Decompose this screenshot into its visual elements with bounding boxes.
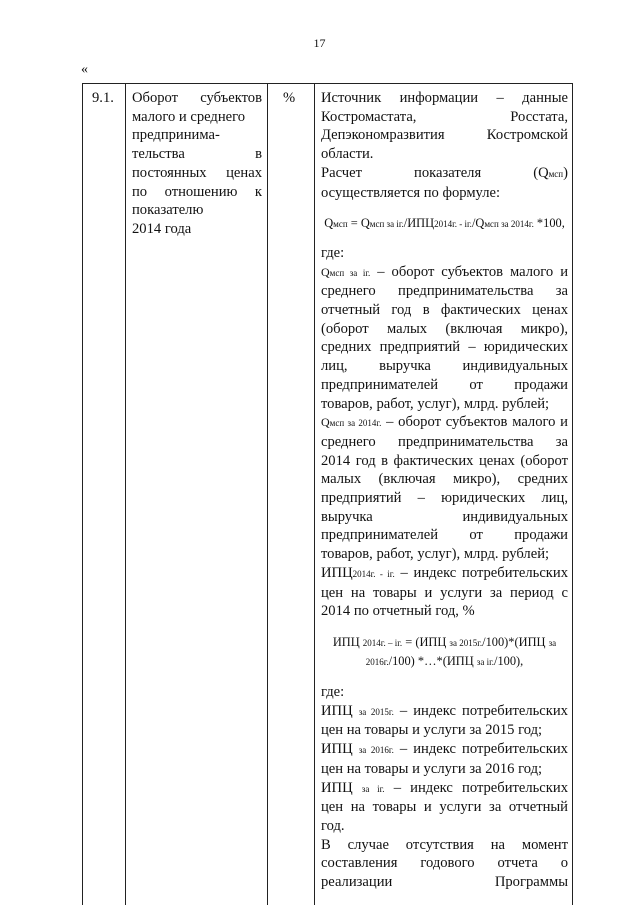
final-line: В случае отсутствия на момент xyxy=(321,836,568,853)
source-line: Источник информации – данные xyxy=(321,90,568,106)
indicator-table xyxy=(82,83,573,905)
definition-line: ИПЦ за iг. – индекс потребительских xyxy=(321,779,568,796)
definition-line: ИПЦ за 2016г. – индекс потребительских xyxy=(321,741,568,758)
formula-main: Qмсп = Qмсп за iг./ИПЦ2014г. - iг./Qмсп за 2014г. *100, xyxy=(324,216,565,231)
name-line: малого и среднего xyxy=(132,108,246,125)
name-line: Оборот субъектов xyxy=(132,90,262,106)
where-label: где: xyxy=(321,244,345,261)
unit-of-measure: % xyxy=(283,90,296,106)
definition-line: год. xyxy=(321,817,345,834)
definition-line: цен на товары и услуги за отчетный xyxy=(321,799,568,816)
column-divider xyxy=(314,84,315,905)
definition-line: цен на товары и услуги за период с xyxy=(321,584,568,601)
definition-line: выручка индивидуальных xyxy=(321,508,568,525)
opening-quote: « xyxy=(81,62,88,77)
definition-line: ИПЦ за 2015г. – индекс потребительских xyxy=(321,702,568,719)
name-line: предпринима- xyxy=(132,127,220,144)
calc-intro-line: осуществляется по формуле: xyxy=(321,184,501,201)
source-line: Костромастата, Росстата, xyxy=(321,108,568,125)
definition-line: среднего предпринимательства за xyxy=(321,433,568,450)
definition-line: отчетный год в фактических ценах xyxy=(321,302,568,319)
definition-line: 2014 по отчетный год, % xyxy=(321,603,475,620)
column-divider xyxy=(267,84,268,905)
definition-line: (оборот малых (включая микро), xyxy=(321,320,568,337)
source-line: области. xyxy=(321,146,374,163)
source-line: Депэкономразвития Костромской xyxy=(321,127,568,144)
definition-line: предпринимателей от продажи xyxy=(321,527,568,544)
indicator-name xyxy=(132,89,262,239)
final-line: реализации Программы xyxy=(321,874,568,891)
definition-line: цен на товары и услуги за 2016 год; xyxy=(321,760,543,777)
definition-line: предприятий – юридических лиц, xyxy=(321,490,568,507)
definition-line: 2014 год в фактических ценах (оборот xyxy=(321,452,568,469)
name-line: 2014 года xyxy=(132,220,192,237)
calc-intro-line: Расчет показателя (Qмсп) xyxy=(321,164,568,181)
calculation-method xyxy=(321,89,568,892)
definition-line: лиц, выручка индивидуальных xyxy=(321,358,568,375)
formula-cpi: ИПЦ 2014г. – iг. = (ИПЦ за 2015г./100)*(ИПЦ за 2016г./100) *…*(ИПЦ за iг./100), xyxy=(332,634,557,668)
page-number: 17 xyxy=(313,36,326,50)
definition-line: ИПЦ2014г. - iг. – индекс потребительских xyxy=(321,564,568,581)
definition-line: средних предприятий – юридических xyxy=(321,339,568,356)
final-line: составления годового отчета о xyxy=(321,855,568,872)
name-line: постоянных ценах xyxy=(132,164,262,181)
name-line: тельства в xyxy=(132,146,262,163)
definition-line: цен на товары и услуги за 2015 год; xyxy=(321,722,543,739)
definition-line: товаров, работ, услуг), млрд. рублей; xyxy=(321,546,550,563)
where-label: где: xyxy=(321,683,345,700)
name-line: показателю xyxy=(132,202,204,219)
definition-line: малых (включая микро), средних xyxy=(321,471,568,488)
row-number: 9.1. xyxy=(92,90,114,106)
definition-line: предпринимателей от продажи xyxy=(321,376,568,393)
definition-line: товаров, работ, услуг), млрд. рублей; xyxy=(321,395,550,412)
definition-line: среднего предпринимательства за xyxy=(321,283,568,300)
column-divider xyxy=(125,84,126,905)
definition-line: Qмсп за 2014г. – оборот субъектов малого и xyxy=(321,414,568,431)
definition-line: Qмсп за iг. – оборот субъектов малого и xyxy=(321,263,569,280)
name-line: по отношению к xyxy=(132,183,262,200)
